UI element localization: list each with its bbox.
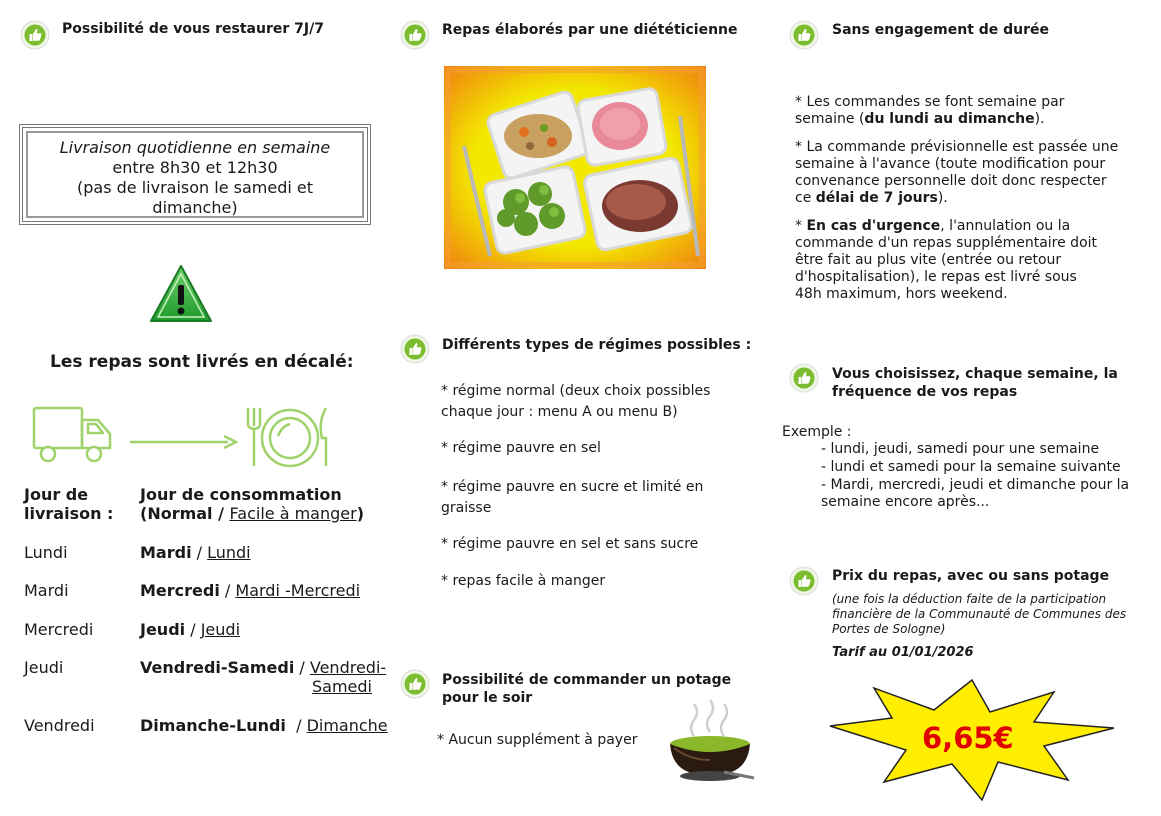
row-consumption [140, 658, 386, 677]
heading-frequence-line2: fréquence de vos repas [832, 384, 1018, 400]
example-label: Exemple : [782, 424, 852, 440]
heading-engagement: Sans engagement de durée [832, 22, 1050, 38]
previsionnelle-paragraph [795, 139, 1125, 207]
arrow-icon [128, 432, 238, 452]
row-consumption [140, 543, 251, 562]
truck-icon [30, 404, 114, 466]
row-easy: Vendredi- [309, 658, 387, 677]
row-delivery: Vendredi [24, 716, 95, 735]
heading-potage-line1: Possibilité de commander un potage [442, 672, 732, 688]
delivery-box [19, 124, 371, 225]
row-sep: / [294, 658, 310, 677]
price-value: 6,65€ [922, 721, 1014, 755]
row-delivery: Lundi [24, 543, 68, 562]
example-item: - lundi et samedi pour la semaine suivante [821, 459, 1121, 475]
example-item: - lundi, jeudi, samedi pour une semaine [821, 441, 1100, 457]
col2-header-close: ) [356, 504, 364, 523]
col2-header-line2 [140, 504, 364, 523]
col2-header-easy: Facile à manger [229, 504, 357, 523]
p2-bold: délai de 7 jours [815, 190, 938, 206]
heading-frequence [832, 365, 1118, 401]
row-normal: Jeudi [140, 620, 186, 639]
heading-regimes: Différents types de régimes possibles : [442, 337, 752, 353]
p3-text: , l'annulation ou la commande d'un repas supplémentaire doit être fait au plus vite (entrée ou retour d'hospitalisation), le repas est livré sous 48h maximum, hors weekend. [795, 218, 1098, 302]
row-consumption [140, 620, 240, 639]
decale-title: Les repas sont livrés en décalé: [50, 352, 354, 372]
delivery-line-3: (pas de livraison le samedi et [77, 178, 313, 197]
thumbs-up-icon [789, 363, 819, 393]
row-sep: / [191, 543, 208, 562]
row-delivery: Mercredi [24, 620, 94, 639]
delivery-line-4: dimanche) [152, 198, 238, 217]
row-normal: Mercredi [140, 581, 220, 600]
tarif-label: Tarif au 01/01/2026 [832, 645, 974, 660]
thumbs-up-icon [400, 334, 430, 364]
p2-text: * La commande prévisionnelle est passée une semaine à l'avance (toute modification pour convenance personnelle doit donc respecter ce [795, 139, 1119, 206]
row-normal: Mardi [140, 543, 192, 562]
col1-header [24, 485, 113, 523]
p1-end: ). [1034, 111, 1045, 127]
p3-star: * [795, 218, 807, 234]
thumbs-up-icon [400, 20, 430, 50]
row-normal: Vendredi-Samedi [140, 658, 295, 677]
row-easy: Mardi -Mercredi [235, 581, 361, 600]
p1-text: * Les commandes se font semaine par semaine ( [795, 94, 1065, 127]
col2-header [140, 485, 364, 523]
col1-header-line2: livraison : [24, 504, 114, 523]
p1-bold: du lundi au dimanche [864, 111, 1035, 127]
regime-item: * repas facile à manger [441, 573, 606, 589]
row-easy: Dimanche [306, 716, 388, 735]
row-consumption [140, 716, 388, 735]
regime-item: * régime pauvre en sucre et limité en graisse [441, 479, 704, 516]
row-delivery: Jeudi [24, 658, 64, 677]
heading-dieteticienne: Repas élaborés par une diététicienne [442, 22, 738, 38]
heading-frequence-line1: Vous choisissez, chaque semaine, la [832, 366, 1118, 382]
p2-end: ). [937, 190, 948, 206]
delivery-line-2: entre 8h30 et 12h30 [112, 158, 278, 177]
row-sep: / [219, 581, 236, 600]
urgence-paragraph [795, 218, 1105, 303]
plate-icon [240, 402, 336, 472]
heading-potage-line2: pour le soir [442, 690, 533, 706]
col2-header-normal: (Normal / [140, 504, 230, 523]
example-item: - Mardi, mercredi, jeudi et dimanche pour la semaine encore après... [821, 477, 1130, 510]
thumbs-up-icon [20, 20, 50, 50]
heading-restaurer: Possibilité de vous restaurer 7J/7 [62, 21, 324, 37]
row-sep: / [185, 620, 201, 639]
regime-item: * régime pauvre en sel et sans sucre [441, 536, 699, 552]
p3-bold: En cas d'urgence [806, 218, 941, 234]
delivery-line-1: Livraison quotidienne en semaine [59, 138, 331, 157]
row-delivery: Mardi [24, 581, 69, 600]
price-note: (une fois la déduction faite de la participation financière de la Communauté de Communes des Portes de Sologne) [832, 592, 1127, 636]
row-easy: Jeudi [200, 620, 241, 639]
row-easy: Lundi [207, 543, 251, 562]
thumbs-up-icon [400, 669, 430, 699]
warning-icon [148, 263, 214, 325]
regime-item: * régime normal (deux choix possibles chaque jour : menu A ou menu B) [441, 383, 711, 420]
col1-header-line1: Jour de [24, 485, 89, 504]
row-consumption [140, 581, 360, 600]
col2-header-line1: Jour de consommation [140, 485, 342, 504]
row-sep: / [285, 716, 307, 735]
row-normal: Dimanche-Lundi [140, 716, 286, 735]
row-easy-cont: Samedi [312, 677, 372, 696]
heading-prix: Prix du repas, avec ou sans potage [832, 568, 1110, 584]
meal-tray-image [444, 66, 706, 269]
regime-item: * régime pauvre en sel [441, 440, 601, 456]
soup-bowl-icon [664, 700, 756, 786]
thumbs-up-icon [789, 20, 819, 50]
thumbs-up-icon [789, 566, 819, 596]
commande-paragraph [795, 94, 1117, 128]
soup-note: * Aucun supplément à payer [437, 732, 638, 748]
